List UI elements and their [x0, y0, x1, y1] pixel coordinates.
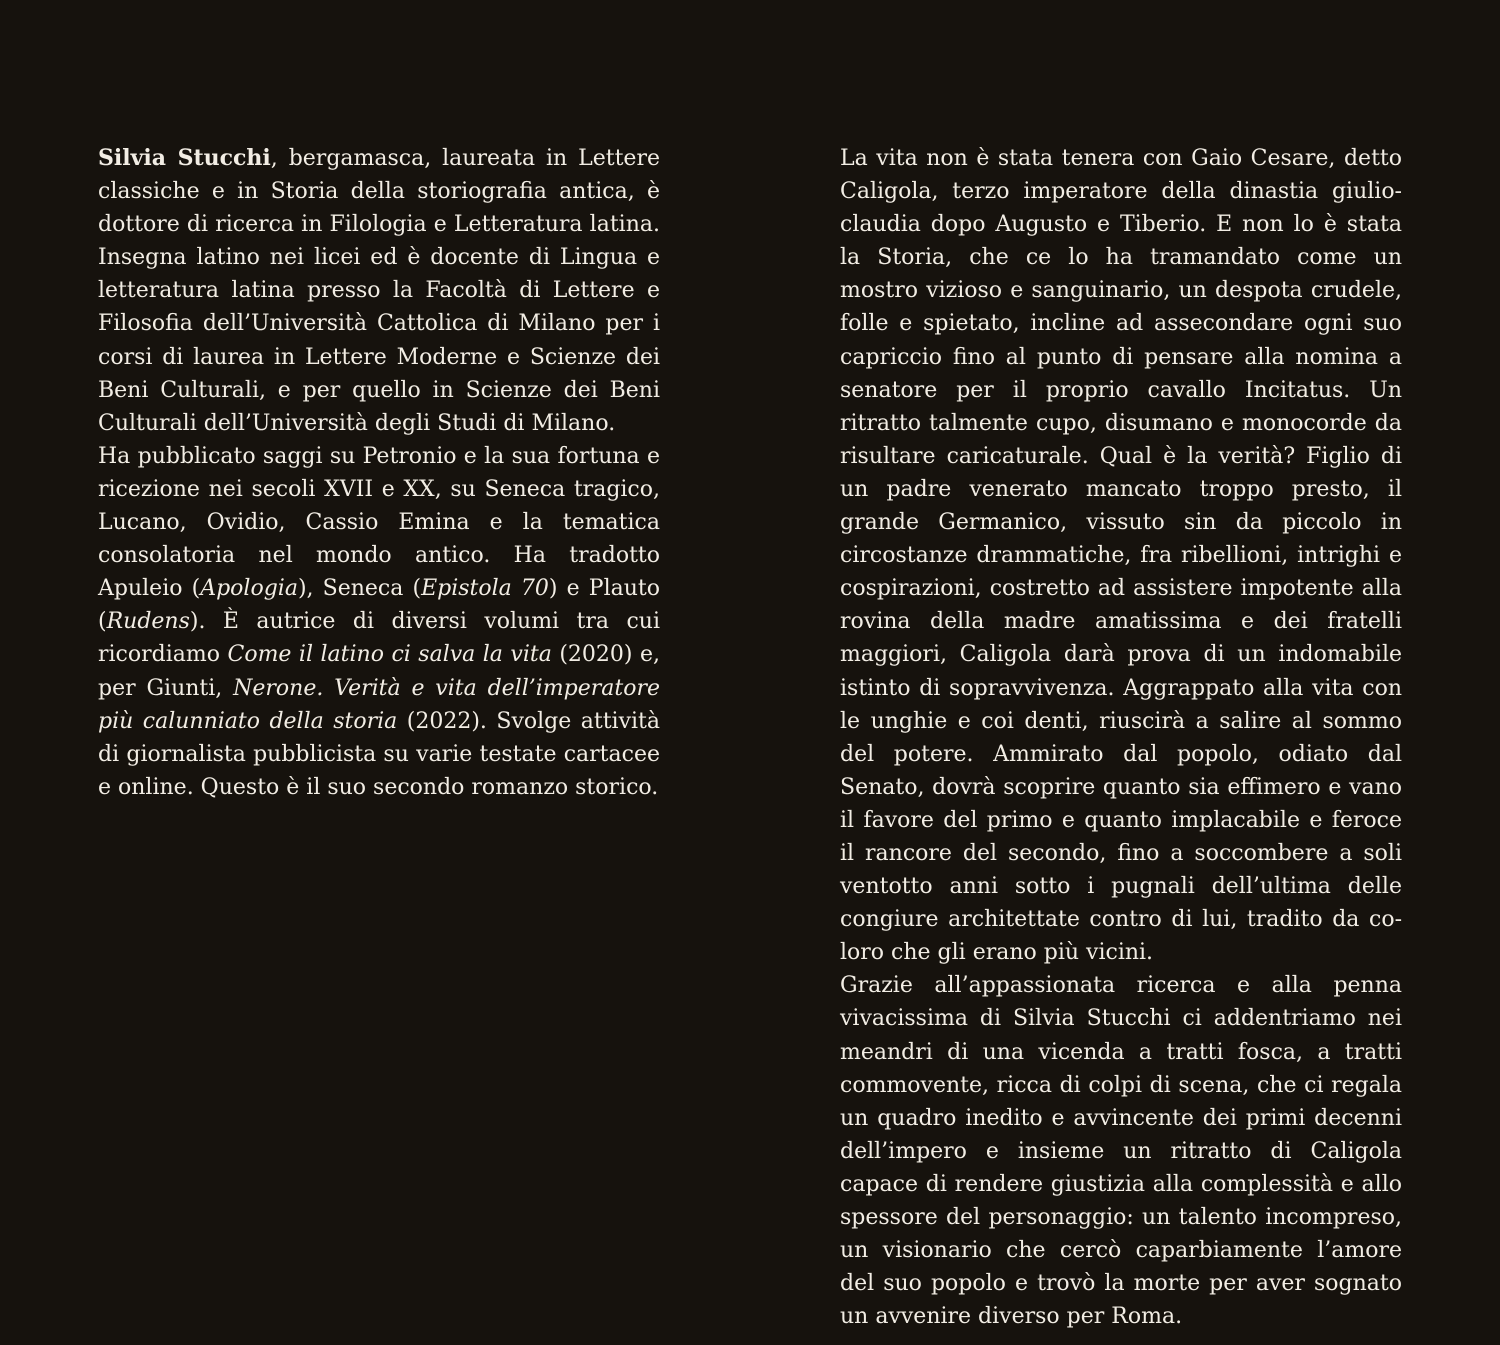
synopsis-paragraph-2: Grazie all’appassionata ricerca e alla penna vivacissima di Silvia Stucchi ci addentriamo nei meandri di una vicenda a tratti fosca, a tratti commovente, ricca di colpi di scena, che ci regala un quadro inedito e avvincente dei primi decenni dell’impero e insieme un ritratto di Caligola capace di rendere giustizia alla complessità e allo spessore del personaggio: un talento incompreso, un visionario che cercò caparbiamente l’amore del suo popolo e trovò la morte per aver sognato un avvenire diverso per Roma.: [840, 973, 1402, 1330]
bio-text-segment: ). È autrice di diversi volumi tra cui ricordiamo: [98, 609, 660, 668]
author-bio-paragraph-1: [98, 142, 660, 440]
title-apologia: Apologia: [200, 576, 298, 602]
bio-text-segment: (2020) e, per Giunti,: [98, 642, 660, 701]
author-bio-column: [98, 142, 660, 804]
author-bio-paragraph-2: [98, 440, 660, 804]
title-rudens: Rudens: [106, 609, 190, 635]
author-bio-text-1: , bergamasca, laureata in Lettere classiche e in Storia della storiografia antica, è dottore di ricerca in Filologia e Letteratura latina. Insegna latino nei licei ed è docente di Lingua e letteratura latina presso la Facoltà di Lettere e Filosofia dell’Università Cattolica di Milano per i corsi di laurea in Lettere Moderne e Scienze dei Beni Culturali, e per quello in Scienze dei Beni Culturali dell’Università degli Studi di Milano.: [98, 146, 660, 436]
bio-text-segment: Ha pubblicato saggi su Petronio e la sua fortuna e ricezione nei secoli XVII e XX, su Seneca tragico, Lucano, Ovidio, Cassio Emina e la tematica consolatoria nel mondo antico. Ha tradotto Apuleio (: [98, 443, 660, 602]
bio-text-segment: (2022). Svolge attività di giornalista pubblicista su varie testate cartacee e online. Questo è il suo secondo romanzo storico.: [98, 708, 660, 800]
synopsis-column: [840, 142, 1402, 1333]
synopsis-paragraph-1: La vita non è stata tenera con Gaio Cesare, detto Caligola, terzo imperatore della dinastia giulio-claudia dopo Augusto e Tiberio. E non lo è stata la Storia, che ce lo ha tramandato come un mostro vizioso e sanguinario, un despota crudele, folle e spietato, incline ad assecondare ogni suo capriccio fino al punto di pensare alla nomina a senatore per il proprio cavallo Incitatus. Un ritratto talmente cupo, disumano e monocorde da risultare caricaturale. Qual è la verità? Figlio di un padre venerato mancato troppo presto, il grande Germanico, vissuto sin da piccolo in circostanze drammatiche, fra ribellioni, intrighi e cospirazioni, costretto ad assistere impotente alla rovina della madre amatissima e dei fratelli maggiori, Caligola darà prova di un indomabile istinto di sopravvivenza. Aggrappato alla vita con le unghie e coi denti, riuscirà a salire al sommo del potere. Ammirato dal popolo, odiato dal Senato, dovrà scoprire quanto sia effimero e vano il favore del primo e quanto implacabile e feroce il rancore del secondo, fino a soccombere a soli ventotto anni sotto i pugnali dell’ultima delle congiure architettate contro di lui, tradito da coloro che gli erano più vicini.: [840, 146, 1402, 966]
bio-text-segment: ) e Plauto (: [98, 576, 660, 635]
bio-text-segment: ), Seneca (: [297, 576, 422, 602]
author-name: Silvia Stucchi: [98, 145, 271, 171]
title-book-2: Nerone. Verità e vita dell’imperatore più calunniato della storia: [98, 675, 660, 734]
title-epistola: Epistola 70: [421, 576, 549, 602]
title-book-1: Come il latino ci salva la vita: [227, 642, 552, 668]
